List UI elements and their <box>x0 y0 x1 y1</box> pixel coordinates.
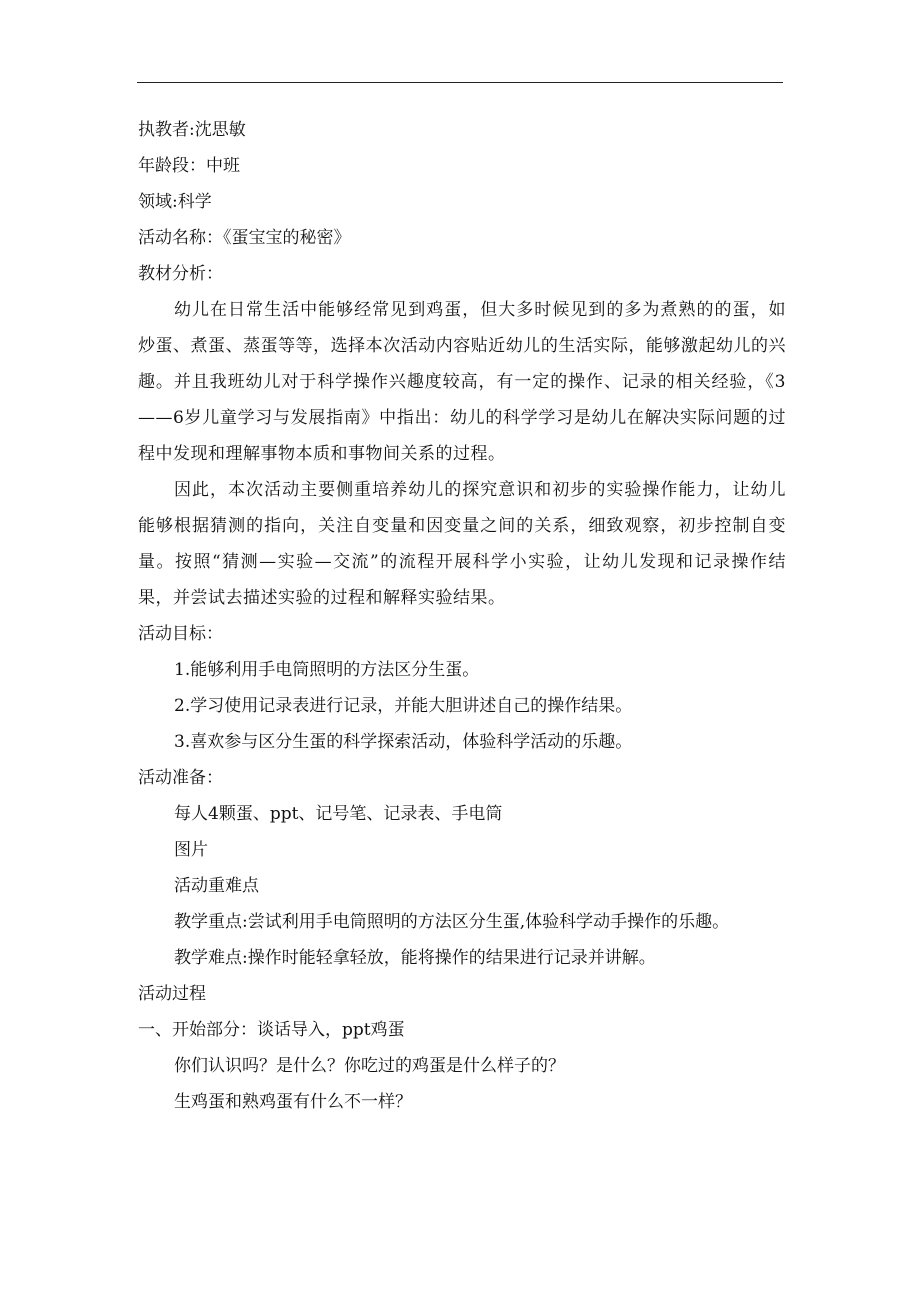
goal-item: 1.能够利用手电筒照明的方法区分生蛋。 <box>174 660 480 680</box>
preparation-item: 每人4颗蛋、ppt、记号笔、记录表、手电筒 <box>174 804 503 824</box>
analysis-paragraph: 幼儿在日常生活中能够经常见到鸡蛋，但大多时候见到的多为煮熟的的蛋，如炒蛋、煮蛋、蒸蛋等等，选择本次活动内容贴近幼儿的生活实际，能够激起幼儿的兴趣。并且我班幼儿对于科学操作兴趣度较高，有一定的操作、记录的相关经验，《3——6岁儿童学习与发展指南》中指出：幼儿的科学学习是幼儿在解决实际问题的过程中发现和理解事物本质和事物间关系的过程。 <box>138 300 786 464</box>
preparation-item: 图片 <box>174 840 208 860</box>
key-points-heading: 活动重难点 <box>174 876 259 896</box>
key-point-item: 教学重点:尝试利用手电筒照明的方法区分生蛋,体验科学动手操作的乐趣。 <box>174 912 730 932</box>
goal-item: 3.喜欢参与区分生蛋的科学探索活动，体验科学活动的乐趣。 <box>174 732 633 752</box>
domain-line: 领域:科学 <box>138 192 212 212</box>
activity-name-line: 活动名称：《蛋宝宝的秘密》 <box>138 228 351 248</box>
analysis-paragraph: 因此，本次活动主要侧重培养幼儿的探究意识和初步的实验操作能力，让幼儿能够根据猜测的指向，关注自变量和因变量之间的关系，细致观察，初步控制自变量。按照“猜测—实验—交流”的流程开展科学小实验，让幼儿发现和记录操作结果，并尝试去描述实验的过程和解释实验结果。 <box>138 480 786 608</box>
key-point-item: 教学难点:操作时能轻拿轻放，能将操作的结果进行记录并讲解。 <box>174 948 656 968</box>
goals-heading: 活动目标： <box>138 624 223 644</box>
material-analysis-heading: 教材分析： <box>138 264 223 284</box>
goal-item: 2.学习使用记录表进行记录，并能大胆讲述自己的操作结果。 <box>174 696 633 716</box>
question-line: 生鸡蛋和熟鸡蛋有什么不一样？ <box>174 1092 412 1112</box>
part-one-heading: 一、开始部分：谈话导入，ppt鸡蛋 <box>138 1020 405 1040</box>
header-rule <box>137 82 783 83</box>
process-heading: 活动过程 <box>138 984 206 1004</box>
document-body <box>138 112 786 1120</box>
teacher-line: 执教者:沈思敏 <box>138 120 246 140</box>
preparation-heading: 活动准备： <box>138 768 223 788</box>
age-group-line: 年龄段：中班 <box>138 156 240 176</box>
question-line: 你们认识吗？是什么？你吃过的鸡蛋是什么样子的？ <box>174 1056 565 1076</box>
